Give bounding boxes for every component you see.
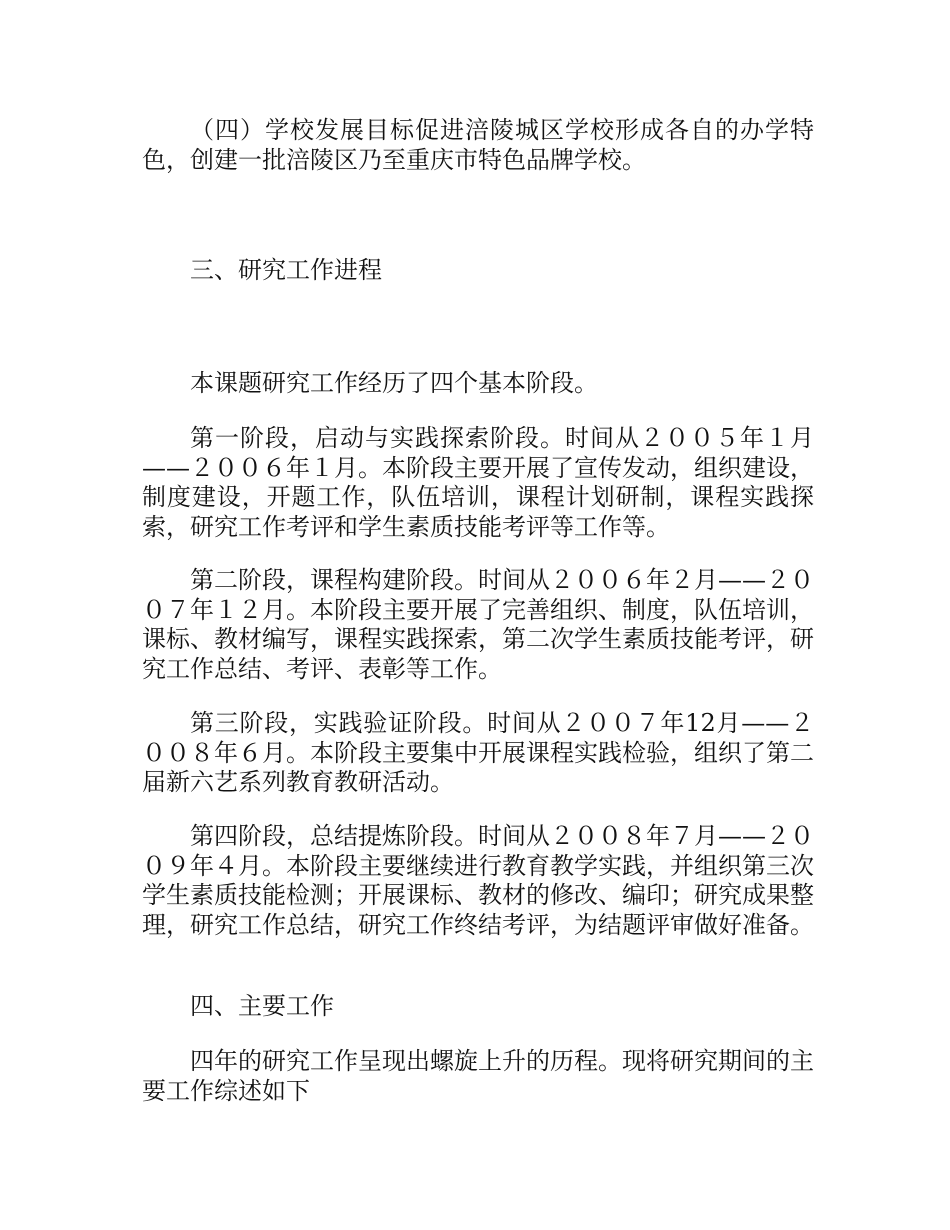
paragraph-stage-three: 第三阶段，实践验证阶段。时间从２００７年12月——２００８年６月。本阶段主要集中开展课程实践检验，组织了第二届新六艺系列教育教研活动。 xyxy=(142,709,814,796)
section-four-heading: 四、主要工作 xyxy=(190,992,334,1020)
paragraph-intro: 本课题研究工作经历了四个基本阶段。 xyxy=(190,369,598,397)
paragraph-stage-one: 第一阶段，启动与实践探索阶段。时间从２００５年１月——２００６年１月。本阶段主要开展了宣传发动，组织建设，制度建设，开题工作，队伍培训，课程计划研制，课程实践探索，研究工作考评和学生素质技能考评等工作等。 xyxy=(142,424,814,541)
paragraph-stage-four: 第四阶段，总结提炼阶段。时间从２００８年７月——２００９年４月。本阶段主要继续进行教育教学实践，并组织第三次学生素质技能检测；开展课标、教材的修改、编印；研究成果整理，研究工作总结，研究工作终结考评，为结题评审做好准备。 xyxy=(142,822,814,939)
paragraph-goal-four: （四）学校发展目标促进涪陵城区学校形成各自的办学特色，创建一批涪陵区乃至重庆市特色品牌学校。 xyxy=(142,116,814,174)
paragraph-section-four-intro: 四年的研究工作呈现出螺旋上升的历程。现将研究期间的主要工作综述如下 xyxy=(142,1047,814,1105)
section-three-heading: 三、研究工作进程 xyxy=(190,256,382,284)
paragraph-stage-two: 第二阶段，课程构建阶段。时间从２００６年２月——２００７年１２月。本阶段主要开展了完善组织、制度，队伍培训，课标、教材编写，课程实践探索，第二次学生素质技能考评，研究工作总结、考评、表彰等工作。 xyxy=(142,566,814,683)
